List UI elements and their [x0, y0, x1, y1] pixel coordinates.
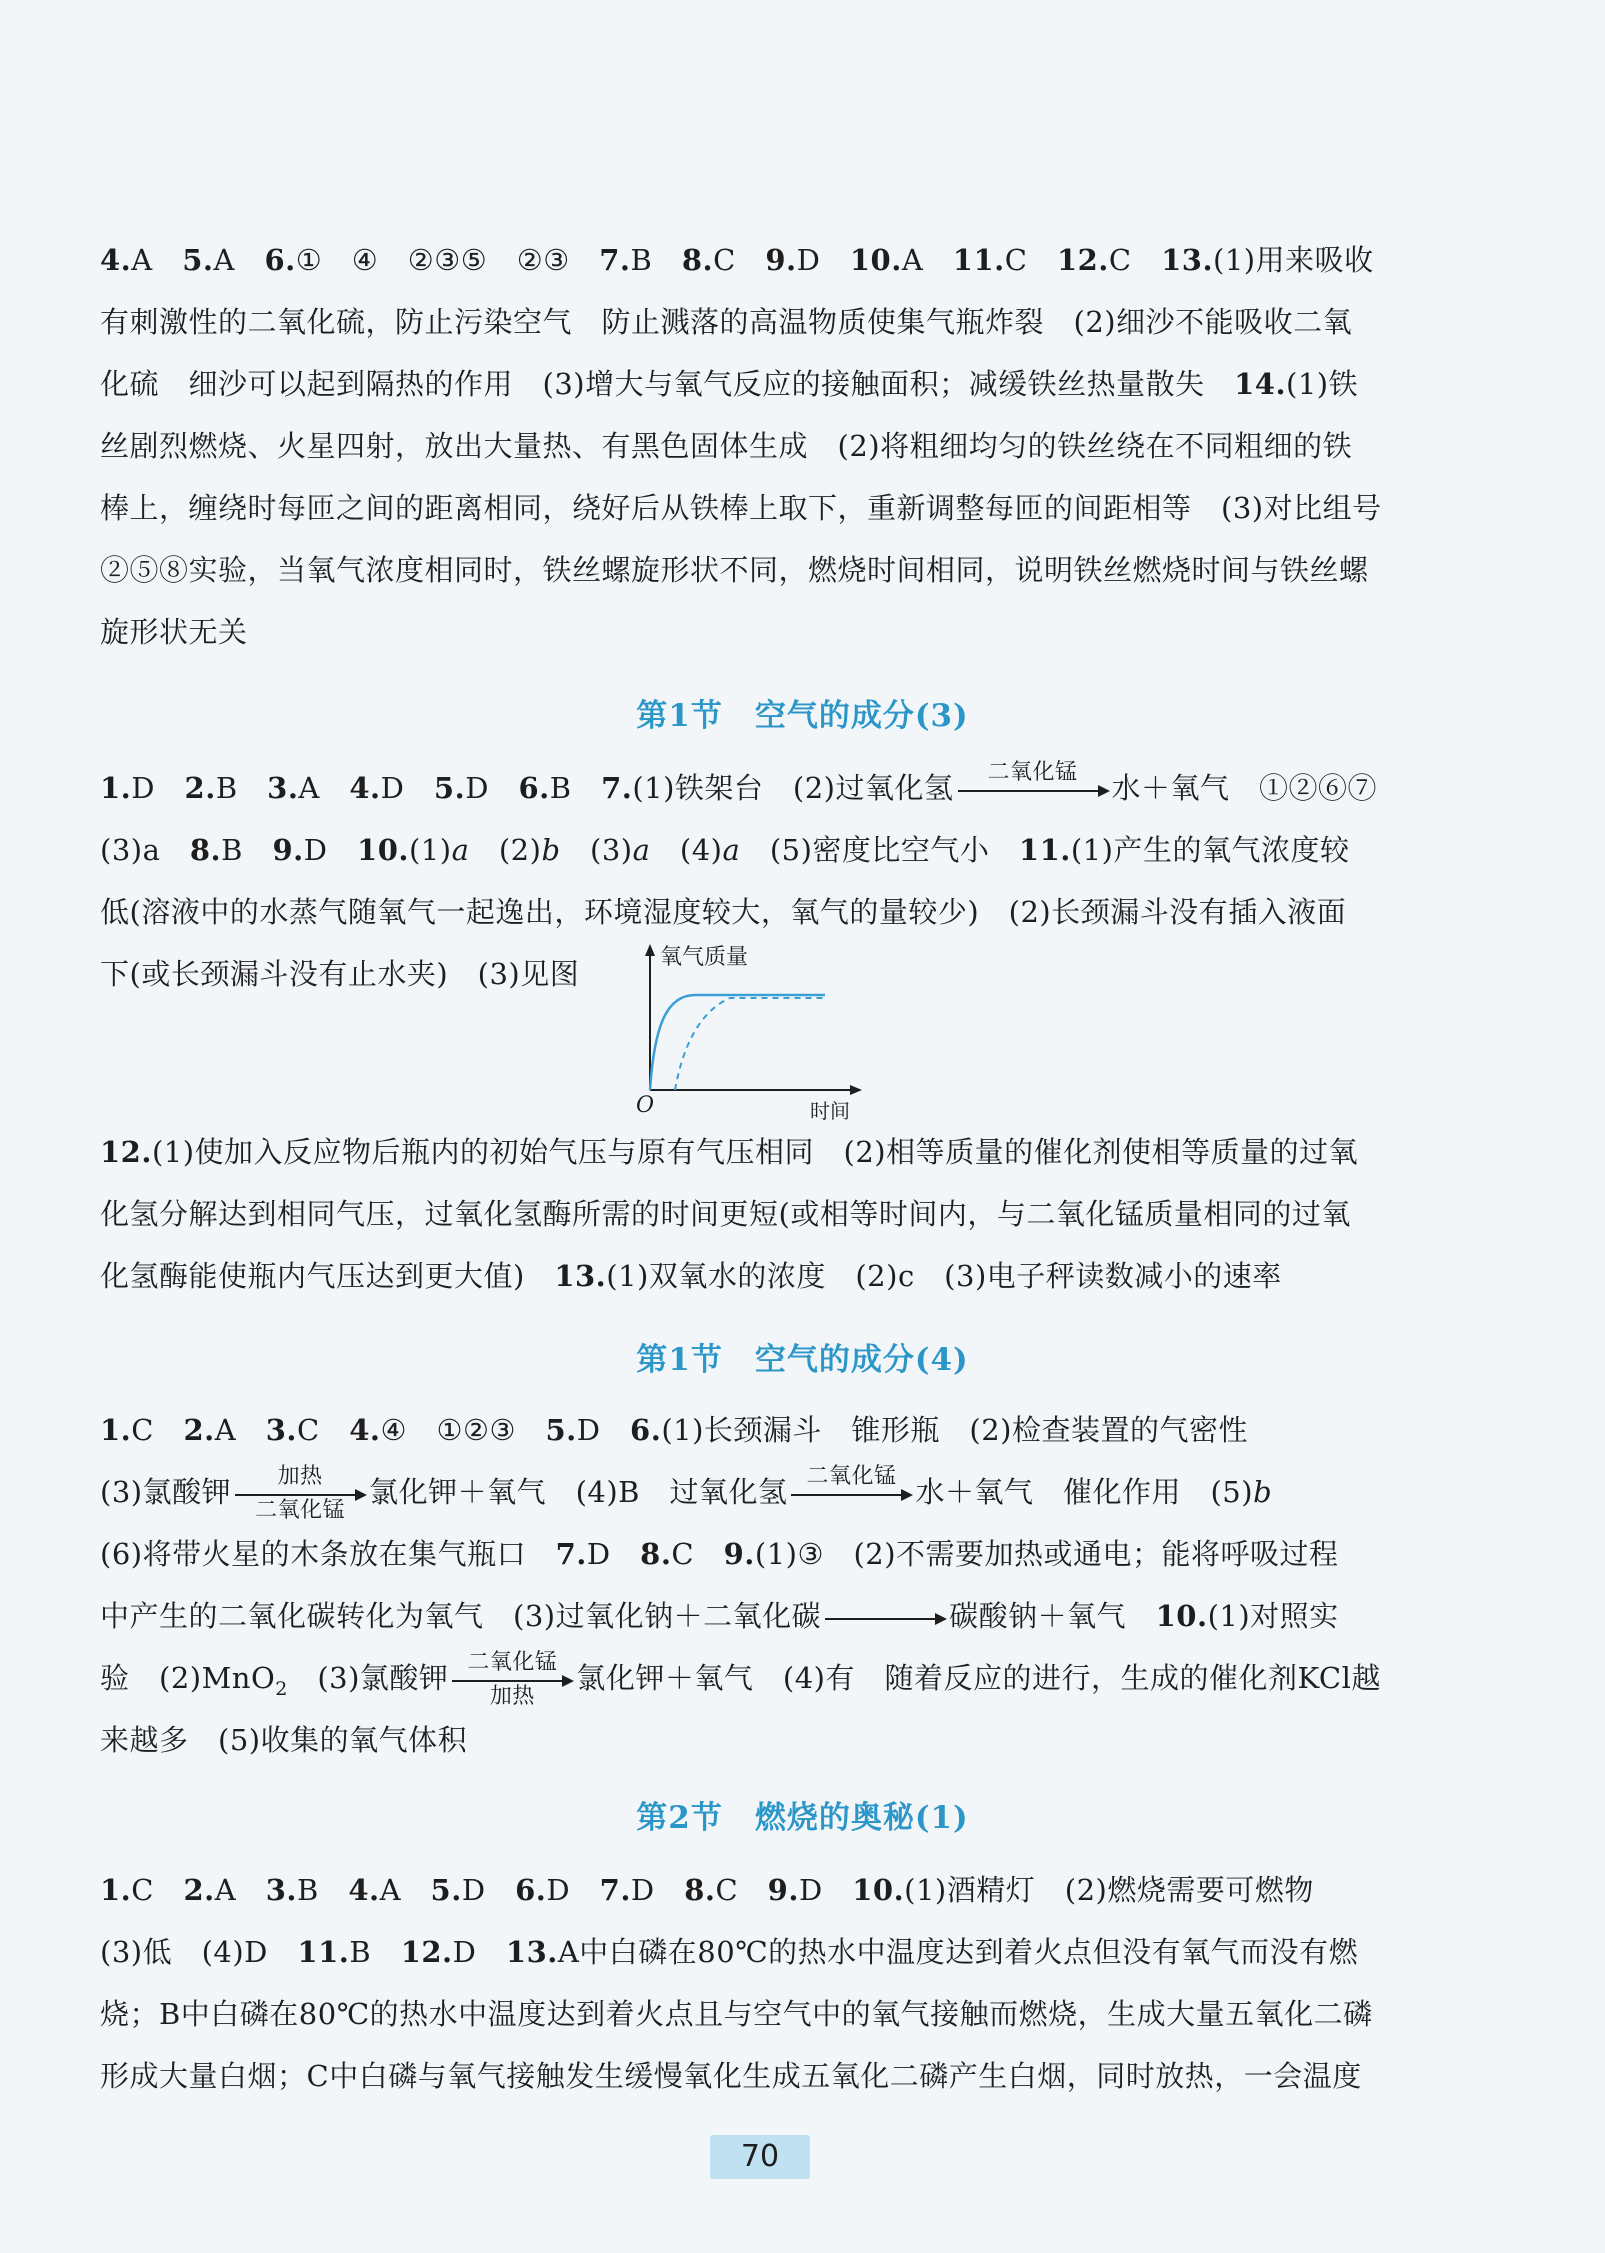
answer-line: 烧；B中白磷在80℃的热水中温度达到着火点且与空气中的氧气接触而燃烧，生成大量五氧化二磷 — [100, 1997, 1373, 2031]
question-number: 4. — [349, 771, 381, 805]
answer-line — [100, 1870, 1314, 1910]
question-number: 3. — [265, 1413, 297, 1447]
answer-text: 化硫 细沙可以起到隔热的作用 (3)增大与氧气反应的接触面积；减缓铁丝热量散失 — [100, 367, 1235, 401]
answer-text: D — [796, 243, 850, 277]
reaction-arrow — [791, 1464, 911, 1514]
answer-text: (1)产生的氧气浓度较 — [1070, 833, 1350, 867]
curve-solid — [650, 995, 825, 1090]
question-number: 8. — [684, 1873, 716, 1907]
question-number: 2. — [184, 771, 216, 805]
answer-text: B — [215, 771, 268, 805]
section-title: 第1节 空气的成分(3) — [636, 698, 969, 734]
answer-text: (1)酒精灯 (2)燃烧需要可燃物 — [904, 1873, 1314, 1907]
answer-line — [100, 1132, 1358, 1172]
answer-line — [100, 830, 1349, 870]
y-axis-label: 氧气质量 — [660, 945, 749, 970]
answer-text: D — [131, 771, 185, 805]
reaction-arrow — [958, 760, 1108, 810]
answer-text: (2) — [469, 833, 542, 867]
answer-text: A — [298, 771, 350, 805]
answer-text: (1)③ (2)不需要加热或通电；能将呼吸过程 — [754, 1537, 1339, 1571]
question-number: 14. — [1234, 367, 1287, 401]
question-number: 7. — [599, 243, 631, 277]
question-number: 13. — [554, 1259, 607, 1293]
question-number: 6. — [515, 1873, 547, 1907]
answer-text: D — [576, 1413, 631, 1447]
answer-text: C — [671, 1537, 724, 1571]
question-number: 10. — [849, 243, 902, 277]
question-number: 12. — [400, 1935, 453, 1969]
answer-text: ① ④ ②③⑤ ②③ — [295, 243, 600, 277]
answer-line: 棒上，缠绕时每匝之间的距离相同，绕好后从铁棒上取下，重新调整每匝的间距相等 (3)对比组号 — [100, 491, 1382, 525]
answer-line — [100, 1650, 1381, 1709]
question-number: 13. — [1161, 243, 1214, 277]
section-title: 第2节 燃烧的奥秘(1) — [636, 1800, 969, 1836]
question-number: 6. — [630, 1413, 662, 1447]
origin-label: O — [636, 1093, 655, 1118]
answer-line — [100, 1932, 1358, 1972]
answer-text: A — [131, 243, 183, 277]
answer-text: C — [1004, 243, 1057, 277]
answer-text: C — [131, 1413, 184, 1447]
question-number: 2. — [183, 1413, 215, 1447]
answer-text: C — [131, 1873, 184, 1907]
answer-text: (3)氯酸钾 — [287, 1661, 449, 1695]
question-number: 7. — [601, 771, 633, 805]
question-number: 10. — [852, 1873, 905, 1907]
answer-text: a — [722, 833, 741, 867]
reaction-condition: 加热 — [489, 1684, 535, 1709]
question-number: 2. — [183, 1873, 215, 1907]
answer-text: 碳酸钠＋氧气 — [949, 1599, 1156, 1633]
answer-text: B — [549, 771, 602, 805]
answer-text: B — [349, 1935, 401, 1969]
question-number: 5. — [182, 243, 214, 277]
answer-line — [100, 1596, 1339, 1638]
answer-text: 中产生的二氧化碳转化为氧气 (3)过氧化钠＋二氧化碳 — [100, 1599, 822, 1633]
answer-text: D — [461, 1873, 516, 1907]
answer-text: (1) — [408, 833, 452, 867]
answer-text: a — [632, 833, 651, 867]
answer-line — [100, 1256, 1282, 1296]
answer-text: B — [297, 1873, 349, 1907]
question-number: 10. — [357, 833, 409, 867]
answer-text: b — [1253, 1475, 1273, 1509]
answer-line: 形成大量白烟；C中白磷与氧气接触发生缓慢氧化生成五氧化二磷产生白烟，同时放热，一会温度 — [100, 2059, 1362, 2093]
answer-text: B — [630, 243, 682, 277]
question-number: 9. — [767, 1873, 799, 1907]
answer-text: A — [214, 1413, 266, 1447]
answer-line — [100, 1410, 1248, 1450]
reaction-condition: 加热 — [277, 1464, 323, 1489]
answer-text: (1)铁 — [1286, 367, 1359, 401]
answer-text: D — [380, 771, 434, 805]
answer-text: (1)双氧水的浓度 (2)c (3)电子秤读数减小的速率 — [606, 1259, 1282, 1293]
answer-text: (1)长颈漏斗 锥形瓶 (2)检查装置的气密性 — [661, 1413, 1248, 1447]
answer-text: (1)用来吸收 — [1213, 243, 1374, 277]
page-number: 70 — [710, 2135, 810, 2179]
question-number: 11. — [1018, 833, 1071, 867]
oxygen-mass-graph — [620, 940, 880, 1120]
question-number: 9. — [272, 833, 304, 867]
question-number: 6. — [518, 771, 550, 805]
answer-text: D — [546, 1873, 600, 1907]
question-number: 1. — [100, 1873, 132, 1907]
answer-text: C — [713, 243, 766, 277]
question-number: 7. — [599, 1873, 631, 1907]
answer-line: 旋形状无关 — [100, 615, 248, 649]
answer-line — [100, 760, 1378, 810]
answer-text: (1)使加入反应物后瓶内的初始气压与原有气压相同 (2)相等质量的催化剂使相等质量的过氧 — [151, 1135, 1359, 1169]
answer-text: (4) — [650, 833, 723, 867]
answer-line: 下(或长颈漏斗没有止水夹) (3)见图 — [100, 957, 580, 991]
question-number: 11. — [297, 1935, 350, 1969]
x-axis-arrow — [850, 1085, 862, 1095]
subscript: 2 — [275, 1677, 288, 1700]
question-number: 13. — [505, 1935, 558, 1969]
curve-dashed — [675, 998, 825, 1090]
answer-text: A中白磷在80℃的热水中温度达到着火点但没有氧气而没有燃 — [557, 1935, 1359, 1969]
answer-text: B — [221, 833, 273, 867]
answer-text: C — [715, 1873, 768, 1907]
answer-text: ④ ①②③ — [380, 1413, 546, 1447]
answer-text: C — [297, 1413, 350, 1447]
question-number: 8. — [681, 243, 714, 277]
question-number: 1. — [100, 1413, 132, 1447]
answer-text: D — [798, 1873, 853, 1907]
question-number: 5. — [433, 771, 466, 805]
reaction-arrow — [452, 1650, 572, 1709]
question-number: 3. — [267, 771, 299, 805]
answer-line: 低(溶液中的水蒸气随氧气一起逸出，环境湿度较大，氧气的量较少) (2)长颈漏斗没有插入液面 — [100, 895, 1347, 929]
question-number: 1. — [100, 771, 132, 805]
reaction-condition: 二氧化锰 — [255, 1498, 346, 1523]
answer-text: (1)对照实 — [1207, 1599, 1339, 1633]
answer-text: D — [630, 1873, 685, 1907]
answer-text: 氯化钾＋氧气 (4)B 过氧化氢 — [369, 1475, 788, 1509]
answer-line: 有刺激性的二氧化硫，防止污染空气 防止溅落的高温物质使集气瓶炸裂 (2)细沙不能吸收二氧 — [100, 305, 1353, 339]
question-number: 3. — [265, 1873, 297, 1907]
question-number: 8. — [640, 1537, 672, 1571]
answer-text: C — [1108, 243, 1162, 277]
answer-line: 化氢分解达到相同气压，过氧化氢酶所需的时间更短(或相等时间内，与二氧化锰质量相同的过氧 — [100, 1197, 1351, 1231]
question-number: 10. — [1155, 1599, 1208, 1633]
answer-line: ②⑤⑧实验，当氧气浓度相同时，铁丝螺旋形状不同，燃烧时间相同，说明铁丝燃烧时间与铁丝螺 — [100, 553, 1369, 587]
answer-text: b — [541, 833, 561, 867]
reaction-arrow — [235, 1464, 365, 1523]
reaction-condition: 二氧化锰 — [806, 1464, 897, 1489]
answer-text: A — [901, 243, 953, 277]
answer-text: (3)低 (4)D — [100, 1935, 298, 1969]
answer-text: 水＋氧气 催化作用 (5) — [915, 1475, 1254, 1509]
question-number: 12. — [1056, 243, 1109, 277]
answer-text: D — [303, 833, 358, 867]
question-number: 12. — [100, 1135, 152, 1169]
answer-line — [100, 364, 1358, 404]
answer-text: D — [465, 771, 519, 805]
answer-text: D — [452, 1935, 506, 1969]
question-number: 4. — [349, 1413, 381, 1447]
reaction-condition: 二氧化锰 — [467, 1650, 558, 1675]
answer-text: A — [379, 1873, 431, 1907]
answer-text: (3)氯酸钾 — [100, 1475, 232, 1509]
question-number: 5. — [430, 1873, 462, 1907]
question-number: 4. — [100, 243, 132, 277]
answer-line — [100, 1464, 1273, 1523]
question-number: 9. — [723, 1537, 755, 1571]
y-axis-arrow — [645, 944, 655, 956]
question-number: 9. — [765, 243, 797, 277]
x-axis-label: 时间 — [810, 1099, 850, 1120]
question-number: 4. — [348, 1873, 380, 1907]
answer-text: 验 (2)MnO — [100, 1661, 276, 1695]
section-title: 第1节 空气的成分(4) — [636, 1342, 969, 1378]
answer-text: 化氢酶能使瓶内气压达到更大值) — [100, 1259, 555, 1293]
answer-text: 水＋氧气 ①②⑥⑦ — [1111, 771, 1378, 805]
answer-line — [100, 1534, 1339, 1574]
answer-text — [100, 771, 954, 805]
answer-line — [100, 240, 1374, 280]
answer-text: A — [213, 243, 265, 277]
answer-text: (1)铁架台 (2)过氧化氢 — [632, 771, 954, 805]
reaction-arrow — [825, 1598, 945, 1638]
answer-text: a — [451, 833, 470, 867]
answer-text: (3) — [560, 833, 633, 867]
question-number: 11. — [952, 243, 1005, 277]
answer-line: 来越多 (5)收集的氧气体积 — [100, 1723, 468, 1757]
answer-text: (6)将带火星的木条放在集气瓶口 — [100, 1537, 556, 1571]
question-number: 7. — [555, 1537, 587, 1571]
answer-text: (3)a — [100, 833, 190, 867]
question-number: 8. — [189, 833, 222, 867]
question-number: 6. — [264, 243, 296, 277]
answer-line: 丝剧烈燃烧、火星四射，放出大量热、有黑色固体生成 (2)将粗细均匀的铁丝绕在不同粗细的铁 — [100, 429, 1353, 463]
answer-text: 氯化钾＋氧气 (4)有 随着反应的进行，生成的催化剂KCl越 — [576, 1661, 1381, 1695]
answer-text: A — [214, 1873, 266, 1907]
answer-text: (5)密度比空气小 — [740, 833, 1019, 867]
answer-text: D — [586, 1537, 641, 1571]
question-number: 5. — [545, 1413, 577, 1447]
reaction-condition: 二氧化锰 — [987, 760, 1078, 785]
